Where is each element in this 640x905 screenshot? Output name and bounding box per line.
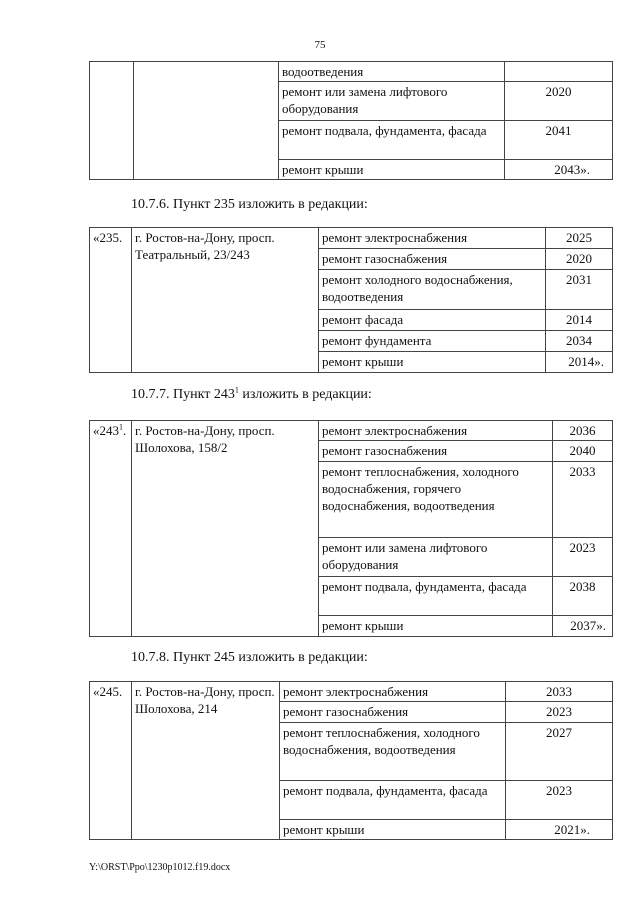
table-row — [90, 62, 613, 82]
work-cell: ремонт газоснабжения — [319, 249, 546, 270]
instruction-245: 10.7.8. Пункт 245 изложить в редакции: — [131, 650, 368, 665]
superscript: 1 — [119, 422, 123, 432]
year-cell: 2014». — [546, 352, 613, 373]
work-cell: ремонт крыши — [280, 820, 506, 840]
work-cell: ремонт фундамента — [319, 331, 546, 352]
page-number: 75 — [314, 39, 326, 51]
table-row — [90, 682, 613, 702]
year-cell: 2014 — [546, 310, 613, 331]
work-cell: ремонт электроснабжения — [319, 228, 546, 249]
table-item-245 — [89, 681, 613, 840]
instruction-text: изложить в редакции: — [238, 387, 372, 402]
table-continuation — [89, 61, 613, 180]
year-cell: 2023 — [553, 538, 613, 577]
work-cell: ремонт теплоснабжения, холодного водоснабжения, горячего водоснабжения, водоотведения — [319, 462, 553, 538]
number-cell: «245. — [90, 682, 132, 840]
year-cell — [505, 62, 613, 82]
instruction-235: 10.7.6. Пункт 235 изложить в редакции: — [131, 197, 368, 212]
year-cell: 2036 — [553, 421, 613, 441]
work-cell: водоотведения — [279, 62, 505, 82]
year-cell: 2027 — [506, 723, 613, 781]
address-cell: г. Ростов-на-Дону, просп. Шолохова, 158/2 — [132, 421, 319, 637]
work-cell: ремонт электроснабжения — [319, 421, 553, 441]
work-cell: ремонт холодного водоснабжения, водоотведения — [319, 270, 546, 310]
work-cell: ремонт подвала, фундамента, фасада — [319, 577, 553, 616]
number-cell — [90, 421, 132, 637]
year-cell: 2043». — [505, 160, 613, 180]
year-cell: 2040 — [553, 441, 613, 462]
year-cell: 2021». — [506, 820, 613, 840]
year-cell: 2038 — [553, 577, 613, 616]
superscript: 1 — [234, 385, 239, 395]
work-cell: ремонт крыши — [279, 160, 505, 180]
address-cell: г. Ростов-на-Дону, просп. Шолохова, 214 — [132, 682, 280, 840]
year-cell: 2020 — [546, 249, 613, 270]
file-path-footer: Y:\ORST\Ppo\1230p1012.f19.docx — [89, 862, 231, 873]
number-cell: «235. — [90, 228, 132, 373]
address-cell — [134, 62, 279, 180]
work-cell: ремонт подвала, фундамента, фасада — [279, 121, 505, 160]
work-cell: ремонт электроснабжения — [280, 682, 506, 702]
work-cell: ремонт фасада — [319, 310, 546, 331]
year-cell: 2033 — [506, 682, 613, 702]
work-cell: ремонт крыши — [319, 352, 546, 373]
year-cell: 2041 — [505, 121, 613, 160]
year-cell: 2023 — [506, 702, 613, 723]
year-cell: 2034 — [546, 331, 613, 352]
address-cell: г. Ростов-на-Дону, просп. Театральный, 23/243 — [132, 228, 319, 373]
work-cell: ремонт или замена лифтового оборудования — [279, 82, 505, 121]
number-text: . — [123, 423, 127, 438]
year-cell: 2025 — [546, 228, 613, 249]
number-text: «243 — [93, 423, 119, 438]
year-cell: 2020 — [505, 82, 613, 121]
table-item-243 — [89, 420, 613, 637]
work-cell: ремонт газоснабжения — [319, 441, 553, 462]
work-cell: ремонт газоснабжения — [280, 702, 506, 723]
year-cell: 2033 — [553, 462, 613, 538]
year-cell: 2037». — [553, 616, 613, 637]
work-cell: ремонт теплоснабжения, холодного водоснабжения, водоотведения — [280, 723, 506, 781]
table-row — [90, 228, 613, 249]
table-item-235 — [89, 227, 613, 373]
instruction-243 — [131, 387, 372, 403]
year-cell: 2031 — [546, 270, 613, 310]
number-cell — [90, 62, 134, 180]
work-cell: ремонт подвала, фундамента, фасада — [280, 781, 506, 820]
table-row — [90, 421, 613, 441]
work-cell: ремонт крыши — [319, 616, 553, 637]
instruction-text: 10.7.7. Пункт 243 — [131, 387, 235, 402]
year-cell: 2023 — [506, 781, 613, 820]
work-cell: ремонт или замена лифтового оборудования — [319, 538, 553, 577]
